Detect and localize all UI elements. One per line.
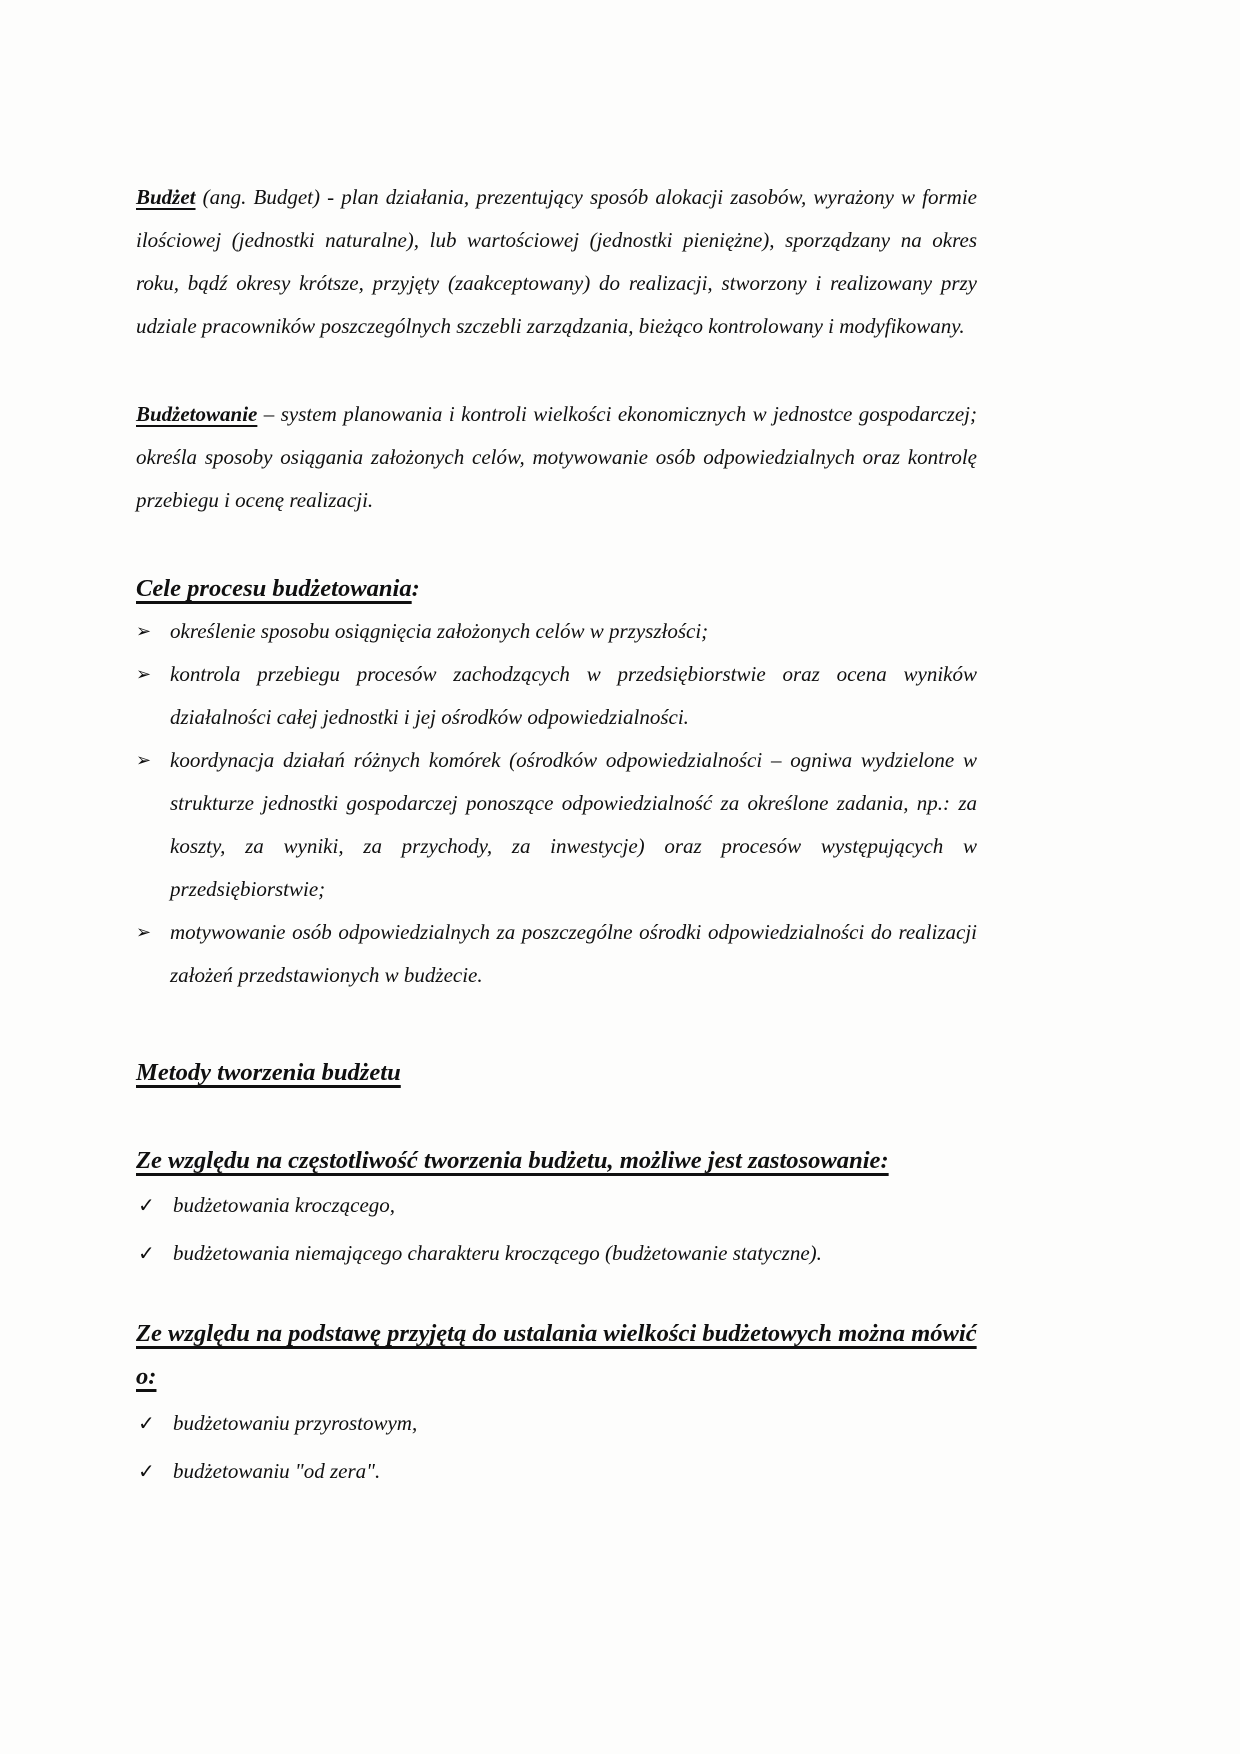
heading-metody-text: Metody tworzenia budżetu <box>136 1059 401 1086</box>
list-item <box>136 1184 977 1227</box>
paragraph-budzet-text: (ang. Budget) - plan działania, prezentujący sposób alokacji zasobów, wyrażony w formie ilościowej (jednostki naturalne), lub wartościowej (jednostki pieniężne), sporządzany na okres roku, bądź okresy krótsze, przyjęty (zaakceptowany) do realizacji, stworzony i realizowany przy udziale pracowników poszczególnych szczebli zarządzania, bieżąco kontrolowany i modyfikowany. <box>136 185 977 338</box>
cele-bullet-list <box>136 610 977 997</box>
paragraph-budzet <box>136 176 977 348</box>
check-bullet-icon: ✓ <box>138 1193 155 1217</box>
arrow-bullet-icon: ➢ <box>136 750 152 771</box>
heading-metody-tworzenia-budzetu <box>136 1051 977 1094</box>
cele-bullet-text: koordynacja działań różnych komórek (ośrodków odpowiedzialności – ogniwa wydzielone w strukturze jednostki gospodarczej ponoszące odpowiedzialność za określone zadania, np.: za koszty, za wyniki, za przychody, za inwestycje) oraz procesów występujących w przedsiębiorstwie; <box>170 748 977 901</box>
podstawa-item-text: budżetowaniu "od zera". <box>173 1459 381 1483</box>
cele-bullet-text: kontrola przebiegu procesów zachodzących w przedsiębiorstwie oraz ocena wyników działalności całej jednostki i jej ośrodków odpowiedzialności. <box>170 662 977 729</box>
list-item <box>136 653 977 739</box>
arrow-bullet-icon: ➢ <box>136 621 152 642</box>
czestotliwosc-item-text: budżetowania niemającego charakteru kroczącego (budżetowanie statyczne). <box>173 1241 822 1265</box>
heading-podstawa-text: Ze względu na podstawę przyjętą do ustalania wielkości budżetowych można mówić o: <box>136 1320 977 1390</box>
list-item <box>136 1232 977 1275</box>
heading-czestotliwosc-text: Ze względu na częstotliwość tworzenia budżetu, możliwe jest zastosowanie: <box>136 1147 889 1174</box>
heading-podstawa <box>136 1312 977 1398</box>
podstawa-check-list <box>136 1402 977 1493</box>
arrow-bullet-icon: ➢ <box>136 922 152 943</box>
cele-bullet-text: motywowanie osób odpowiedzialnych za poszczególne ośrodki odpowiedzialności do realizacji założeń przedstawionych w budżecie. <box>170 920 977 987</box>
paragraph-budzetowanie <box>136 393 977 522</box>
cele-bullet-text: określenie sposobu osiągnięcia założonych celów w przyszłości; <box>170 619 709 643</box>
list-item <box>136 610 977 653</box>
czestotliwosc-item-text: budżetowania kroczącego, <box>173 1193 396 1217</box>
list-item <box>136 911 977 997</box>
check-bullet-icon: ✓ <box>138 1241 155 1265</box>
list-item <box>136 1450 977 1493</box>
list-item <box>136 739 977 911</box>
heading-cele-colon: : <box>411 575 420 602</box>
podstawa-item-text: budżetowaniu przyrostowym, <box>173 1411 418 1435</box>
term-budzet: Budżet <box>136 185 196 209</box>
check-bullet-icon: ✓ <box>138 1411 155 1435</box>
arrow-bullet-icon: ➢ <box>136 664 152 685</box>
heading-cele-procesu-budzetowania <box>136 567 977 610</box>
check-bullet-icon: ✓ <box>138 1459 155 1483</box>
paragraph-budzetowanie-text: – system planowania i kontroli wielkości ekonomicznych w jednostce gospodarczej; określa sposoby osiągania założonych celów, motywowanie osób odpowiedzialnych oraz kontrolę przebiegu i ocenę realizacji. <box>136 402 977 512</box>
czestotliwosc-check-list <box>136 1184 977 1275</box>
heading-czestotliwosc <box>136 1139 977 1182</box>
term-budzetowanie: Budżetowanie <box>136 402 258 426</box>
heading-cele-text: Cele procesu budżetowania <box>136 575 412 602</box>
list-item <box>136 1402 977 1445</box>
